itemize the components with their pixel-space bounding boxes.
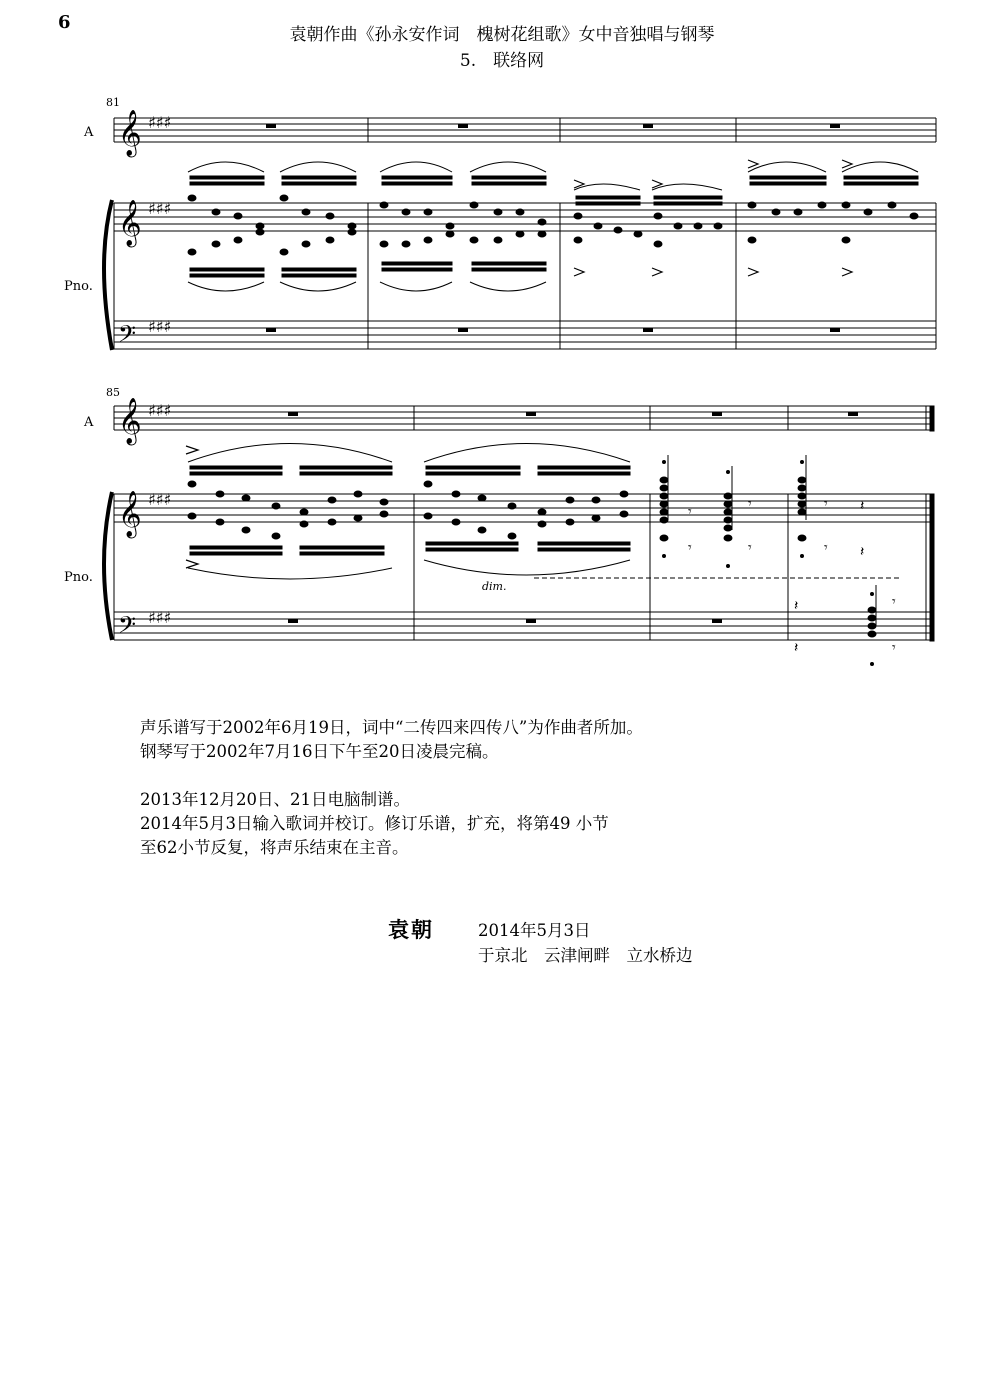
- bass-clef-icon: 𝄢: [118, 611, 137, 644]
- treble-clef-icon: 𝄞: [118, 491, 142, 537]
- score-system-2: [0, 380, 1004, 680]
- note-line: 至62小节反复，将声乐结束在主音。: [140, 838, 409, 857]
- svg-text:𝄾: 𝄾: [824, 496, 828, 512]
- treble-clef-icon: 𝄞: [118, 110, 142, 156]
- piano-label: Pno.: [64, 570, 93, 585]
- bass-clef-icon: 𝄢: [118, 320, 137, 353]
- whole-rests: [266, 124, 840, 128]
- key-signature-sharps-icon: ♯♯♯: [148, 490, 172, 509]
- page-number: 6: [58, 12, 71, 33]
- svg-text:𝄾: 𝄾: [824, 540, 828, 556]
- svg-text:𝄾: 𝄾: [748, 496, 752, 512]
- composer-signature: 袁朝: [388, 917, 434, 942]
- piano-brace: [104, 200, 112, 350]
- piano-bass-staff: [114, 321, 936, 349]
- piano-brace: [104, 492, 112, 640]
- note-line: 2013年12月20日、21日电脑制谱。: [140, 790, 410, 809]
- sixteenth-note-figures: [188, 162, 918, 291]
- key-signature-sharps-icon: ♯♯♯: [148, 317, 172, 336]
- sixteenth-note-figures: [188, 444, 630, 580]
- eighth-rests: [688, 496, 896, 656]
- key-signature-sharps-icon: ♯♯♯: [148, 199, 172, 218]
- key-signature-sharps-icon: ♯♯♯: [148, 608, 172, 627]
- key-signature-sharps-icon: ♯♯♯: [148, 401, 172, 420]
- note-line: 钢琴写于2002年7月16日下午至20日凌晨完稿。: [140, 742, 499, 761]
- page-title: 袁朝作曲《孙永安作词 槐树花组歌》女中音独唱与钢琴: [289, 25, 715, 45]
- note-line: 声乐谱写于2002年6月19日，词中“二传四来四传八”为作曲者所加。: [140, 718, 643, 737]
- measure-number: 81: [106, 96, 120, 109]
- signature-date: 2014年5月3日: [478, 921, 591, 940]
- voice-staff: [114, 118, 936, 142]
- whole-rests: [266, 328, 840, 332]
- staccato-chords: [660, 455, 876, 666]
- piano-label: Pno.: [64, 279, 93, 294]
- composition-notes-1: [140, 716, 643, 764]
- svg-text:𝄽: 𝄽: [860, 498, 865, 514]
- movement-title: 5. 联络网: [459, 51, 545, 71]
- svg-text:𝄽: 𝄽: [860, 544, 865, 560]
- signature-place: 于京北 云津闸畔 立水桥边: [478, 946, 693, 965]
- score-system-1: [0, 90, 1004, 360]
- voice-staff: [114, 406, 934, 431]
- dynamic-marking: dim.: [482, 580, 507, 593]
- svg-text:𝄾: 𝄾: [892, 640, 896, 656]
- svg-text:𝄽: 𝄽: [794, 640, 799, 656]
- svg-text:𝄾: 𝄾: [892, 594, 896, 610]
- whole-rests: [288, 619, 722, 623]
- composition-notes-2: [140, 788, 609, 860]
- svg-text:𝄽: 𝄽: [794, 598, 799, 614]
- svg-text:𝄾: 𝄾: [748, 540, 752, 556]
- svg-text:𝄾: 𝄾: [688, 540, 692, 556]
- voice-label: A: [84, 415, 94, 430]
- treble-clef-icon: 𝄞: [118, 398, 142, 444]
- note-line: 2014年5月3日输入歌词并校订。修订乐谱，扩充，将第49 小节: [140, 814, 609, 833]
- whole-rests: [288, 412, 858, 416]
- piano-bass-staff: [114, 612, 934, 640]
- svg-text:𝄾: 𝄾: [688, 504, 692, 520]
- key-signature-sharps-icon: ♯♯♯: [148, 113, 172, 132]
- treble-clef-icon: 𝄞: [118, 200, 142, 246]
- voice-label: A: [84, 125, 94, 140]
- measure-number: 85: [106, 386, 120, 399]
- accent-marks: [186, 446, 198, 568]
